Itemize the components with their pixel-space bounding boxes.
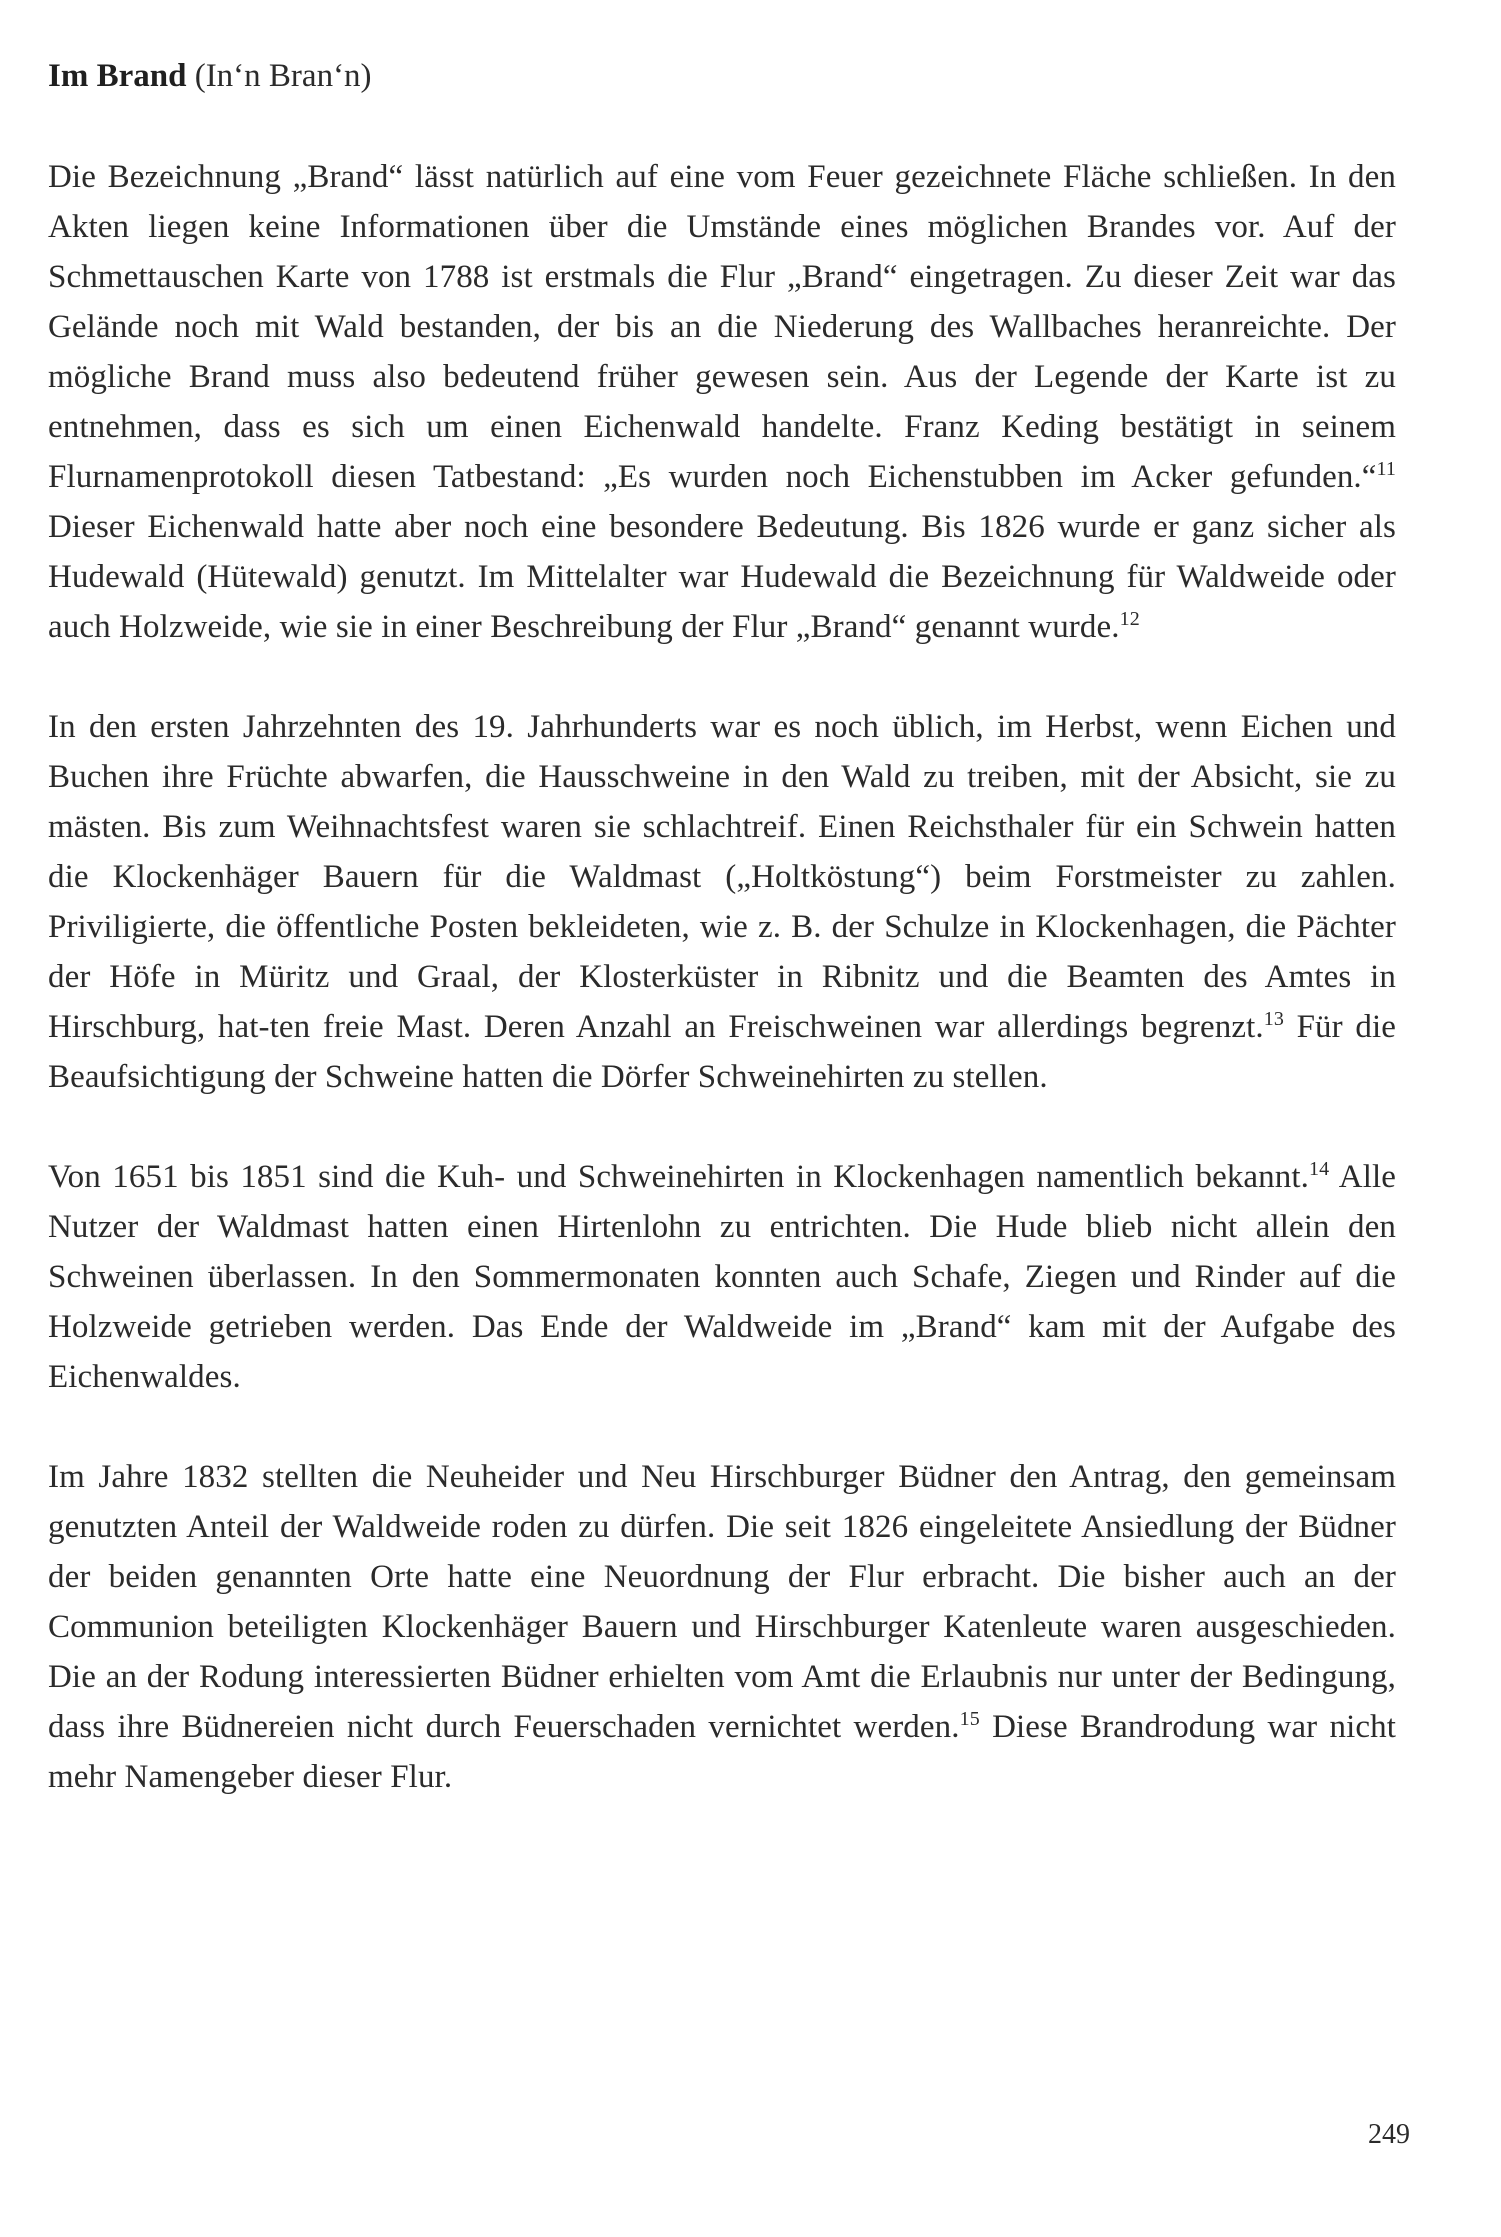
- footnote-ref: 12: [1119, 608, 1140, 630]
- footnote-ref: 14: [1308, 1158, 1330, 1180]
- paragraph-text: Im Jahre 1832 stellten die Neuheider und Neu Hirschburger Büdner den Antrag, den gemeinsam genutzten Anteil der Waldweide roden zu dürfen. Die seit 1826 eingeleitete Ansiedlung der Büdner der beiden genannten Orte hatte eine Neuordnung der Flur erbracht. Die bisher auch an der Communion beteiligten Klockenhäger Bauern und Hirschburger Katenleute waren ausgeschieden. Die an der Rodung interessierten Büdner erhielten vom Amt die Erlaubnis nur unter der Bedingung, dass ihre Büdnereien nicht durch Feuerschaden vernichtet werden.: [48, 1459, 1396, 1745]
- section-heading: [48, 52, 1396, 100]
- document-page: [48, 52, 1396, 1852]
- paragraph-text: Für die Beaufsichtigung der Schweine hatten die Dörfer Schweinehirten zu stellen.: [48, 1009, 1396, 1095]
- paragraph-text: Alle Nutzer der Waldmast hatten einen Hirtenlohn zu entrichten. Die Hude blieb nicht allein den Schweinen überlassen. In den Sommermonaten konnten auch Schafe, Ziegen und Rinder auf die Holzweide getrieben werden. Das Ende der Waldweide im „Brand“ kam mit der Aufgabe des Eichenwaldes.: [48, 1159, 1396, 1395]
- paragraph-2: [48, 702, 1396, 1102]
- footnote-ref: 13: [1263, 1008, 1284, 1030]
- paragraph-text: Die Bezeichnung „Brand“ lässt natürlich auf eine vom Feuer gezeichnete Fläche schließen. In den Akten liegen keine Informationen über die Umstände eines möglichen Brandes vor. Auf der Schmettauschen Karte von 1788 ist erstmals die Flur „Brand“ eingetragen. Zu dieser Zeit war das Gelände noch mit Wald bestanden, der bis an die Niederung des Wallbaches heranreichte. Der mögliche Brand muss also bedeutend früher gewesen sein. Aus der Legende der Karte ist zu entnehmen, dass es sich um einen Eichenwald handelte. Franz Keding bestätigt in seinem Flurnamenprotokoll diesen Tatbestand: „Es wurden noch Eichenstubben im Acker gefunden.“: [48, 159, 1396, 495]
- paragraph-text: Dieser Eichenwald hatte aber noch eine besondere Bedeutung. Bis 1826 wurde er ganz sicher als Hudewald (Hütewald) genutzt. Im Mittelalter war Hudewald die Bezeichnung für Waldweide oder auch Holzweide, wie sie in einer Beschreibung der Flur „Brand“ genannt wurde.: [48, 509, 1396, 645]
- paragraph-3: [48, 1152, 1396, 1402]
- paragraph-text: Diese Brandrodung war nicht mehr Namengeber dieser Flur.: [48, 1709, 1396, 1795]
- footnote-ref: 15: [959, 1708, 980, 1730]
- footnote-ref: 11: [1376, 458, 1396, 480]
- paragraph-text: Von 1651 bis 1851 sind die Kuh- und Schweinehirten in Klockenhagen namentlich bekannt.: [48, 1159, 1309, 1195]
- paragraph-1: [48, 152, 1396, 652]
- heading-title: Im Brand: [48, 58, 187, 94]
- paragraph-text: In den ersten Jahrzehnten des 19. Jahrhunderts war es noch üblich, im Herbst, wenn Eichen und Buchen ihre Früchte abwarfen, die Hausschweine in den Wald zu treiben, mit der Absicht, sie zu mästen. Bis zum Weihnachtsfest waren sie schlachtreif. Einen Reichsthaler für ein Schwein hatten die Klockenhäger Bauern für die Waldmast („Holtköstung“) beim Forstmeister zu zahlen. Priviligierte, die öffentliche Posten bekleideten, wie z. B. der Schulze in Klockenhagen, die Pächter der Höfe in Müritz und Graal, der Klosterküster in Ribnitz und die Beamten des Amtes in Hirschburg, hat-ten freie Mast. Deren Anzahl an Freischweinen war allerdings begrenzt.: [48, 709, 1396, 1045]
- page-number: 249: [1368, 2119, 1410, 2150]
- heading-subtitle: (In‘n Bran‘n): [194, 58, 372, 94]
- paragraph-4: [48, 1452, 1396, 1802]
